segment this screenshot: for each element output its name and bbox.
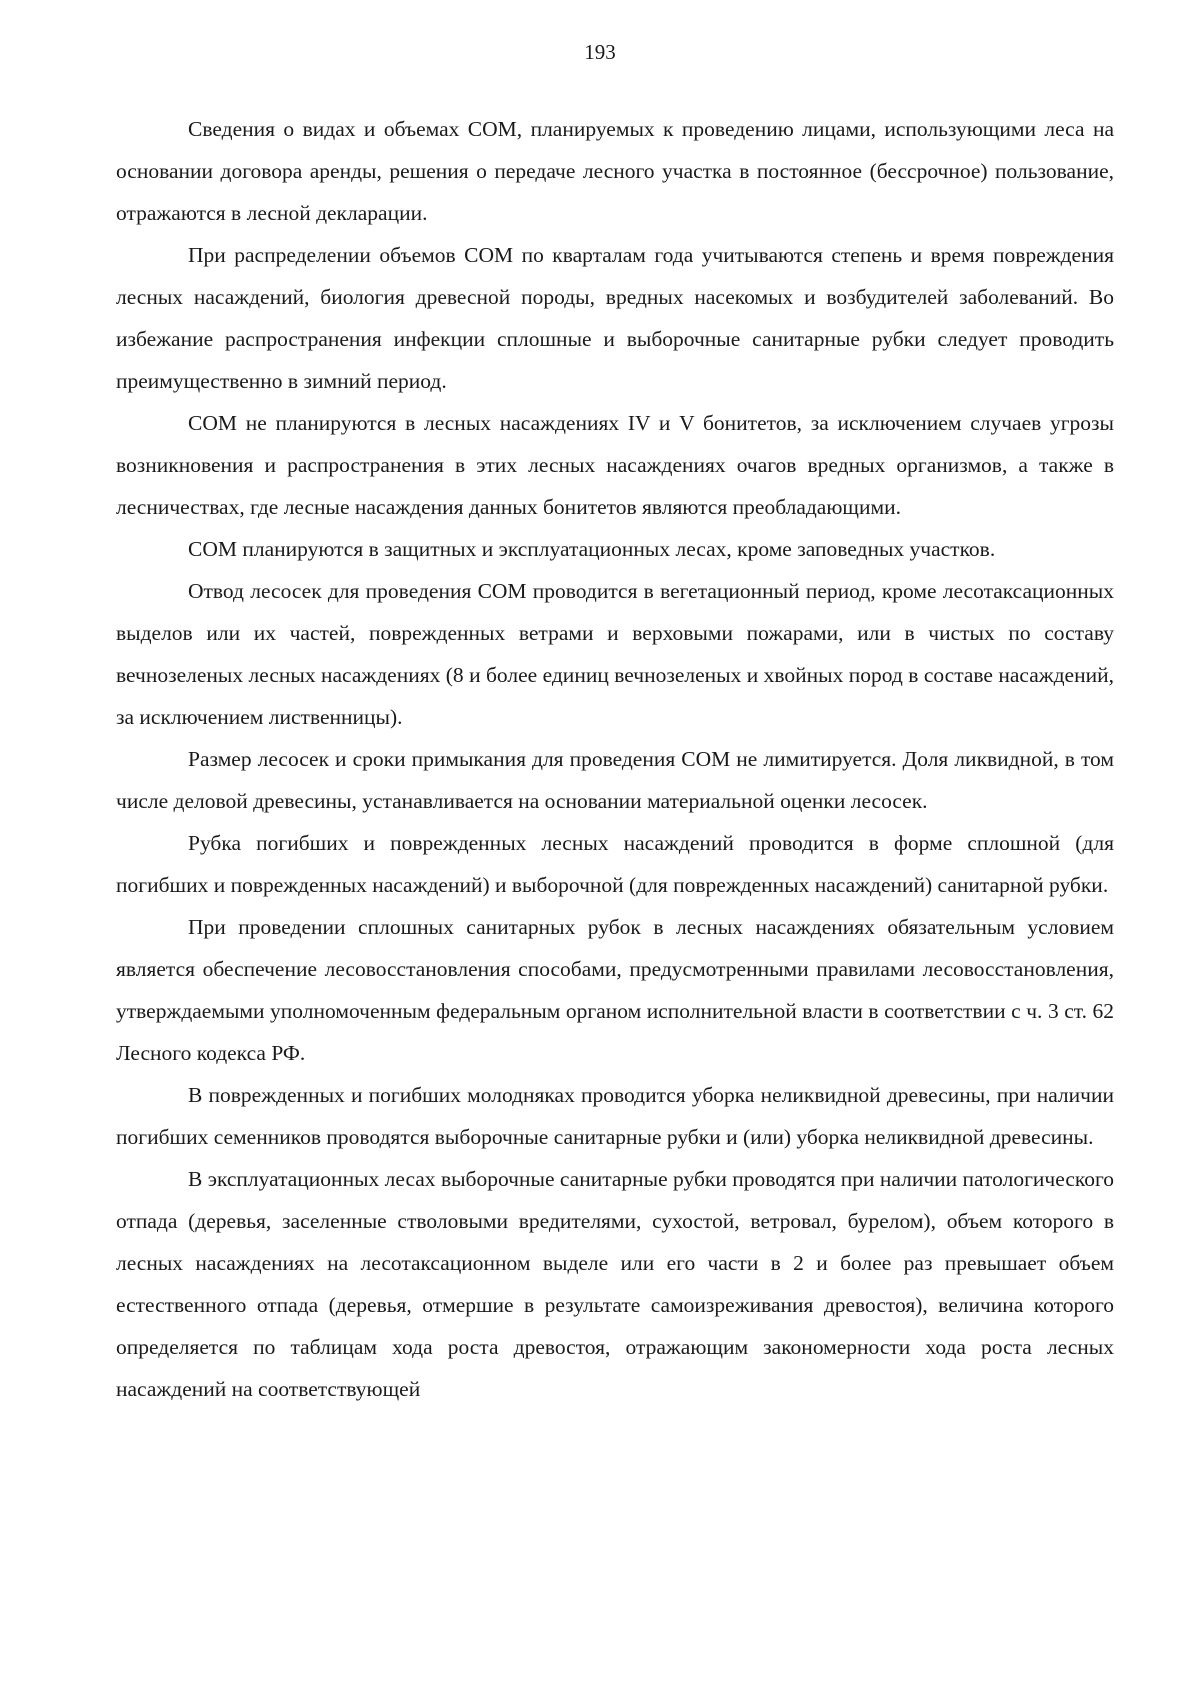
paragraph: В поврежденных и погибших молодняках проводится уборка неликвидной древесины, при наличии погибших семенников проводятся выборочные санитарные рубки и (или) уборка неликвидной древесины. (116, 1083, 1114, 1149)
paragraph: В эксплуатационных лесах выборочные санитарные рубки проводятся при наличии патологического отпада (деревья, заселенные стволовыми вредителями, сухостой, ветровал, бурелом), объем которого в лесных насаждениях на лесотаксационном выделе или его части в 2 и более раз превышает объем естественного отпада (деревья, отмершие в результате самоизреживания древостоя), величина которого определяется по таблицам хода роста древостоя, отражающим закономерности хода роста лесных насаждений на соответствующей (116, 1167, 1114, 1401)
page-number: 193 (584, 40, 616, 64)
paragraph: Рубка погибших и поврежденных лесных насаждений проводится в форме сплошной (для погибших и поврежденных насаждений) и выборочной (для поврежденных насаждений) санитарной рубки. (116, 831, 1114, 897)
paragraph: Отвод лесосек для проведения СОМ проводится в вегетационный период, кроме лесотаксационных выделов или их частей, поврежденных ветрами и верховыми пожарами, или в чистых по составу вечнозеленых лесных насаждениях (8 и более единиц вечнозеленых и хвойных пород в составе насаждений, за исключением лиственницы). (116, 579, 1114, 729)
paragraph: При проведении сплошных санитарных рубок в лесных насаждениях обязательным условием является обеспечение лесовосстановления способами, предусмотренными правилами лесовосстановления, утверждаемыми уполномоченным федеральным органом исполнительной власти в соответствии с ч. 3 ст. 62 Лесного кодекса РФ. (116, 915, 1114, 1065)
paragraph: СОМ планируются в защитных и эксплуатационных лесах, кроме заповедных участков. (188, 537, 996, 561)
paragraph: При распределении объемов СОМ по кварталам года учитываются степень и время повреждения лесных насаждений, биология древесной породы, вредных насекомых и возбудителей заболеваний. Во избежание распространения инфекции сплошные и выборочные санитарные рубки следует проводить преимущественно в зимний период. (116, 243, 1114, 393)
paragraph: Сведения о видах и объемах СОМ, планируемых к проведению лицами, использующими леса на основании договора аренды, решения о передаче лесного участка в постоянное (бессрочное) пользование, отражаются в лесной декларации. (116, 117, 1114, 225)
document-body (116, 108, 1114, 1410)
paragraph: СОМ не планируются в лесных насаждениях IV и V бонитетов, за исключением случаев угрозы возникновения и распространения в этих лесных насаждениях очагов вредных организмов, а также в лесничествах, где лесные насаждения данных бонитетов являются преобладающими. (116, 411, 1114, 519)
paragraph: Размер лесосек и сроки примыкания для проведения СОМ не лимитируется. Доля ликвидной, в том числе деловой древесины, устанавливается на основании материальной оценки лесосек. (116, 747, 1114, 813)
